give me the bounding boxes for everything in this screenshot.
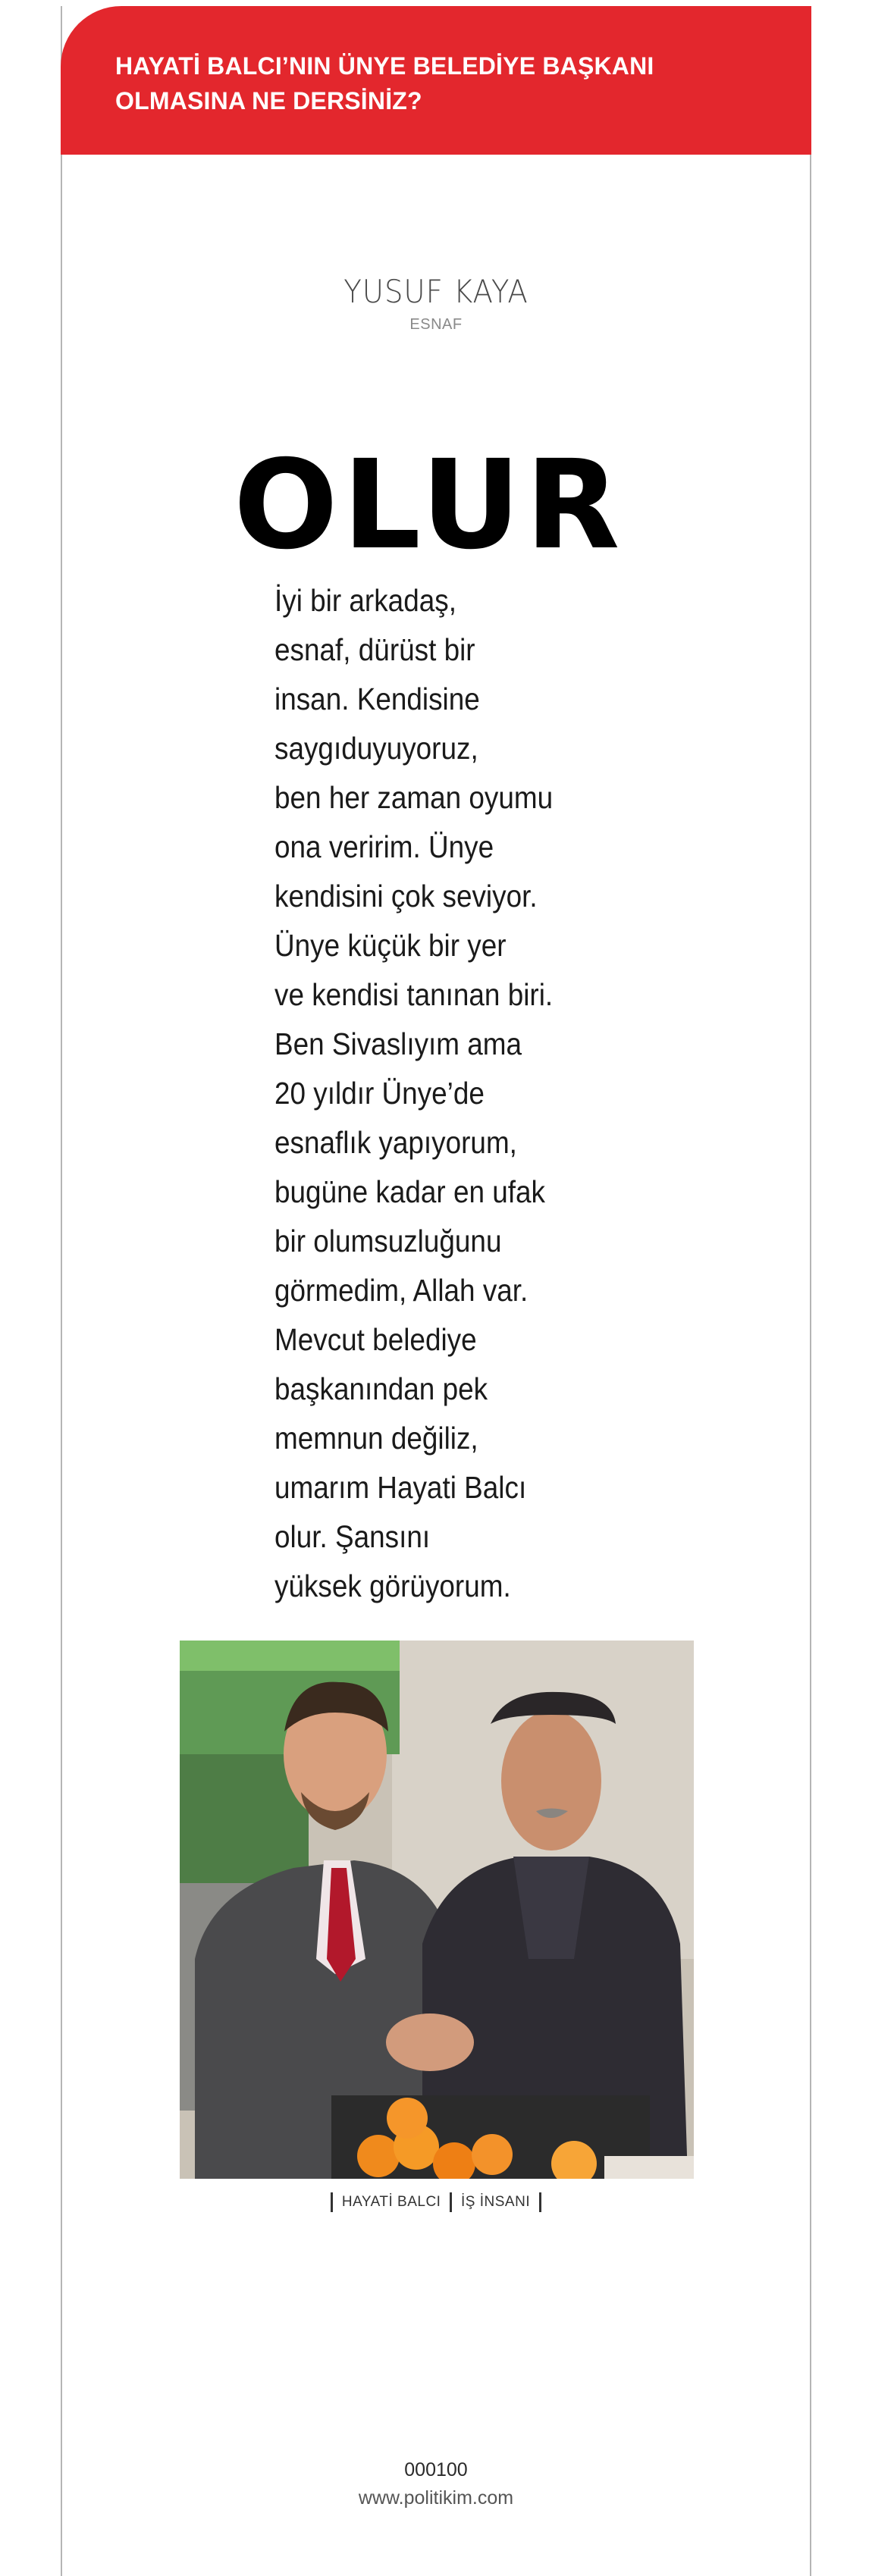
answer-headline: OLUR bbox=[234, 434, 625, 577]
question-banner bbox=[61, 6, 811, 155]
question-text: HAYATİ BALCI’NIN ÜNYE BELEDİYE BAŞKANI OLMASINA NE DERSİNİZ? bbox=[115, 52, 654, 114]
caption-divider bbox=[539, 2192, 541, 2212]
respondent-occupation: ESNAF bbox=[409, 316, 463, 333]
caption-name: HAYATİ BALCI bbox=[341, 2194, 441, 2210]
respondent-name: YUSUF KAYA bbox=[343, 273, 529, 310]
page-number: 000100 bbox=[404, 2459, 468, 2480]
interview-photo bbox=[180, 1641, 694, 2179]
website-link[interactable]: www.politikim.com bbox=[358, 2487, 514, 2509]
answer-text: İyi bir arkadaş, esnaf, dürüst bir insan. Kendisine saygıduyuyoruz, ben her zaman oyumu ona veririm. Ünye kendisini çok seviyor. Ünye küçük bir yer ve kendisi tanınan biri. Ben Sivaslıyım ama 20 yıldır Ünye’de esnaflık yapıyorum, bugüne kadar en ufak bir olumsuzluğunu görmedim, Allah var. Mevcut belediye başkanından pek memnun değiliz, umarım Hayati Balcı olur. Şansını yüksek görüyorum. bbox=[274, 583, 554, 1603]
photo-illustration bbox=[180, 1641, 694, 2179]
caption-divider bbox=[331, 2192, 333, 2212]
photo-caption bbox=[0, 2192, 872, 2212]
caption-title: İŞ İNSANI bbox=[461, 2194, 531, 2210]
caption-divider bbox=[450, 2192, 452, 2212]
